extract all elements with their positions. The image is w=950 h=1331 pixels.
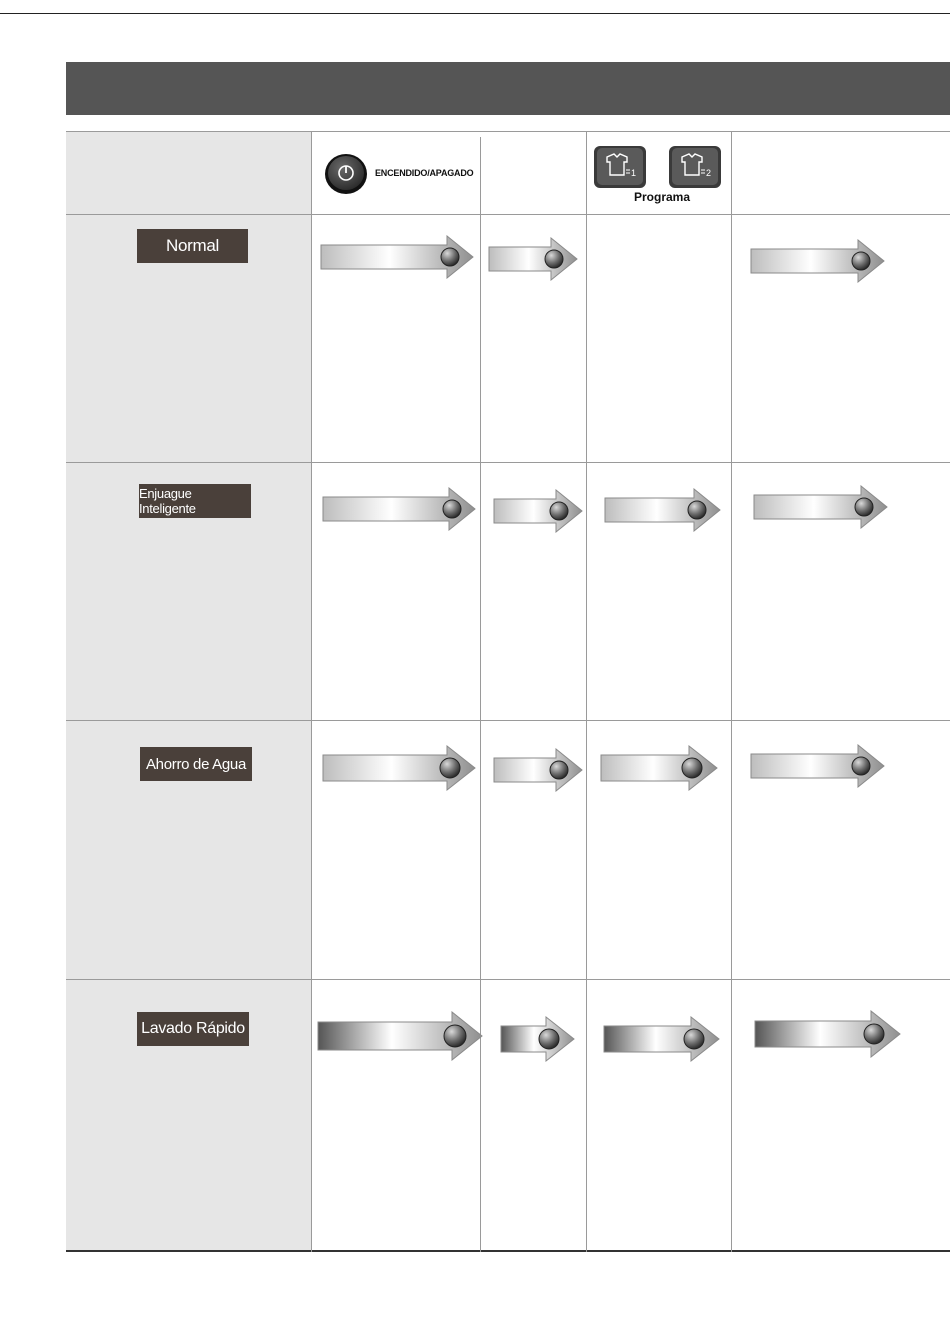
table-rule	[66, 720, 950, 721]
arrow-indicator-icon	[603, 1016, 720, 1062]
table-rule	[66, 131, 950, 132]
program-shirt-icon[interactable]	[668, 145, 722, 189]
arrow-indicator-icon	[322, 487, 476, 531]
arrow-indicator-icon	[750, 744, 885, 788]
mode-label-smart-rinse: Enjuague Inteligente	[139, 484, 251, 518]
power-icon[interactable]	[324, 152, 372, 196]
program-label: Programa	[634, 190, 691, 204]
section-header-bar	[66, 62, 950, 115]
mode-label-quick-wash: Lavado Rápido	[137, 1012, 249, 1046]
arrow-indicator-icon	[604, 488, 721, 532]
arrow-indicator-icon	[320, 235, 474, 279]
mode-label-water-saving: Ahorro de Agua	[140, 747, 252, 781]
arrow-indicator-icon	[750, 239, 885, 283]
column-divider	[731, 131, 732, 1252]
arrow-indicator-icon	[317, 1011, 483, 1061]
column-divider	[311, 131, 312, 1252]
arrow-indicator-icon	[500, 1016, 575, 1062]
table-rule	[66, 462, 950, 463]
power-label: ENCENDIDO/APAGADO	[375, 168, 474, 178]
arrow-indicator-icon	[754, 1010, 901, 1058]
program-icon-1-number: 1	[631, 168, 637, 178]
table-rule	[66, 214, 950, 215]
label-column	[66, 131, 311, 1252]
top-rule	[0, 13, 950, 14]
column-divider	[480, 137, 481, 1252]
column-divider	[586, 131, 587, 1252]
mode-label-normal: Normal	[137, 229, 248, 263]
table-rule	[66, 979, 950, 980]
arrow-indicator-icon	[493, 748, 583, 792]
arrow-indicator-icon	[322, 745, 476, 791]
arrow-indicator-icon	[488, 237, 578, 281]
table-bottom-rule	[66, 1250, 950, 1252]
program-icon-2-number: 2	[706, 168, 712, 178]
program-shirt-icon[interactable]	[593, 145, 647, 189]
arrow-indicator-icon	[493, 489, 583, 533]
mode-sequence-table	[66, 131, 950, 1252]
arrow-indicator-icon	[600, 745, 718, 791]
arrow-indicator-icon	[753, 485, 888, 529]
